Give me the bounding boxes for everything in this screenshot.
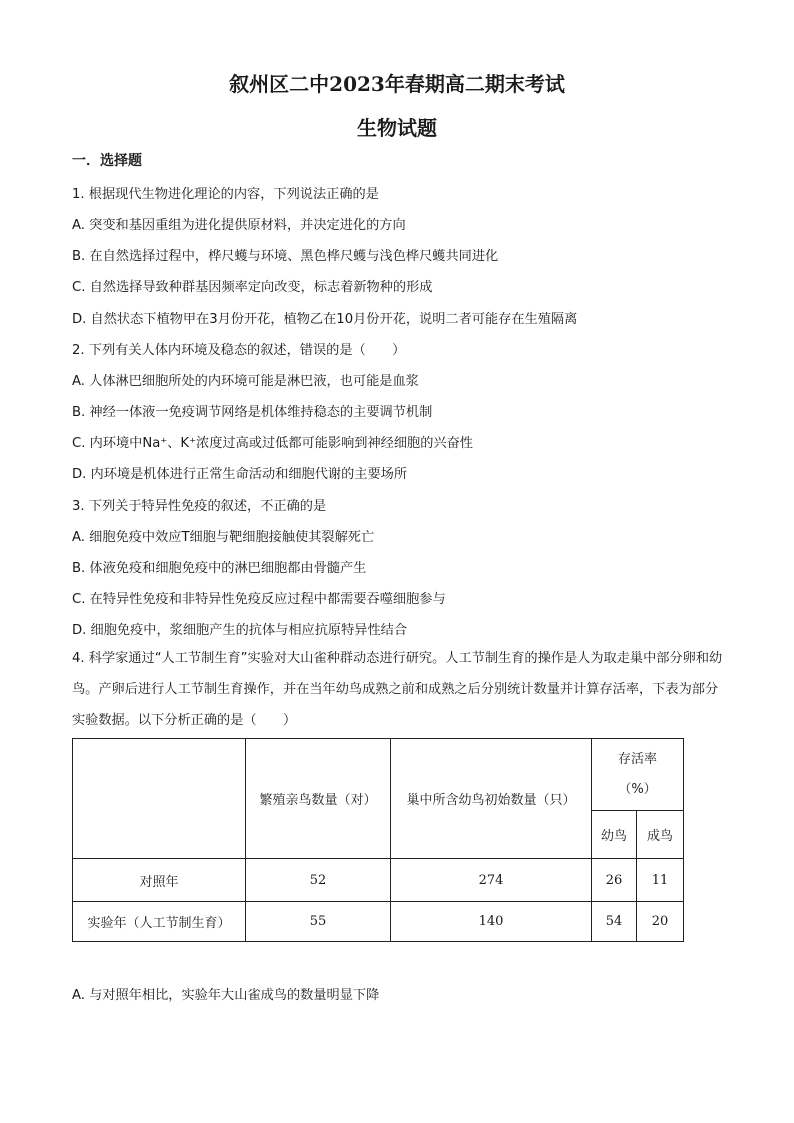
q2-option-c: C. 内环境中Na⁺、K⁺浓度过高或过低都可能影响到神经细胞的兴奋性 bbox=[72, 436, 473, 451]
q1-stem: 1. 根据现代生物进化理论的内容，下列说法正确的是 bbox=[72, 187, 379, 202]
q3-stem: 3. 下列关于特异性免疫的叙述，不正确的是 bbox=[72, 499, 327, 514]
q1-option-a: A. 突变和基因重组为进化提供原材料，并决定进化的方向 bbox=[72, 218, 406, 233]
row-young: 54 bbox=[592, 902, 637, 942]
q3-option-b: B. 体液免疫和细胞免疫中的淋巴细胞都由骨髓产生 bbox=[72, 561, 367, 576]
row-parents: 52 bbox=[246, 859, 391, 902]
section-heading: 一．选择题 bbox=[72, 153, 142, 169]
header-parents: 繁殖亲鸟数量（对） bbox=[246, 739, 391, 859]
table-row bbox=[73, 859, 684, 902]
header-adult: 成鸟 bbox=[637, 811, 684, 859]
q2-option-a: A. 人体淋巴细胞所处的内环境可能是淋巴液，也可能是血浆 bbox=[72, 374, 419, 389]
q1-option-b: B. 在自然选择过程中，桦尺蠖与环境、黑色桦尺蠖与浅色桦尺蠖共同进化 bbox=[72, 249, 499, 264]
header-survival-label: 存活率 bbox=[617, 751, 657, 767]
row-nest: 140 bbox=[391, 902, 592, 942]
header-young: 幼鸟 bbox=[592, 811, 637, 859]
exam-title: 叙州区二中2023年春期高二期末考试 bbox=[229, 72, 565, 96]
q3-option-a: A. 细胞免疫中效应T细胞与靶细胞接触使其裂解死亡 bbox=[72, 530, 375, 545]
q1-option-d: D. 自然状态下植物甲在3月份开花，植物乙在10月份开花，说明二者可能存在生殖隔离 bbox=[72, 312, 578, 327]
row-label: 实验年（人工节制生育） bbox=[73, 902, 246, 942]
row-young: 26 bbox=[592, 859, 637, 902]
row-parents: 55 bbox=[246, 902, 391, 942]
q3-option-c: C. 在特异性免疫和非特异性免疫反应过程中都需要吞噬细胞参与 bbox=[72, 592, 446, 607]
row-adult: 11 bbox=[637, 859, 684, 902]
row-adult: 20 bbox=[637, 902, 684, 942]
row-label: 对照年 bbox=[73, 859, 246, 902]
q1-option-c: C. 自然选择导致种群基因频率定向改变，标志着新物种的形成 bbox=[72, 280, 433, 295]
header-survival bbox=[592, 739, 684, 811]
q3-option-d: D. 细胞免疫中，浆细胞产生的抗体与相应抗原特异性结合 bbox=[72, 623, 408, 638]
table-corner-cell bbox=[73, 739, 246, 859]
q2-option-b: B. 神经一体液一免疫调节网络是机体维持稳态的主要调节机制 bbox=[72, 405, 433, 420]
q4-option-a: A. 与对照年相比，实验年大山雀成鸟的数量明显下降 bbox=[72, 988, 380, 1003]
header-nest: 巢中所含幼鸟初始数量（只） bbox=[391, 739, 592, 859]
q4-stem: 4. 科学家通过“人工节制生育”实验对大山雀种群动态进行研究。人工节制生育的操作是人为取走巢中部分卵和幼鸟。产卵后进行人工节制生育操作，并在当年幼鸟成熟之前和成熟之后分别统计数量并计算存活率，下表为部分实验数据。以下分析正确的是（ ） bbox=[72, 651, 723, 728]
header-survival-unit: （%） bbox=[618, 781, 657, 797]
q2-option-d: D. 内环境是机体进行正常生命活动和细胞代谢的主要场所 bbox=[72, 467, 408, 482]
q2-stem: 2. 下列有关人体内环境及稳态的叙述，错误的是（ ） bbox=[72, 343, 406, 358]
subject-title: 生物试题 bbox=[357, 116, 437, 140]
survival-table bbox=[72, 738, 684, 942]
table-row bbox=[73, 902, 684, 942]
row-nest: 274 bbox=[391, 859, 592, 902]
